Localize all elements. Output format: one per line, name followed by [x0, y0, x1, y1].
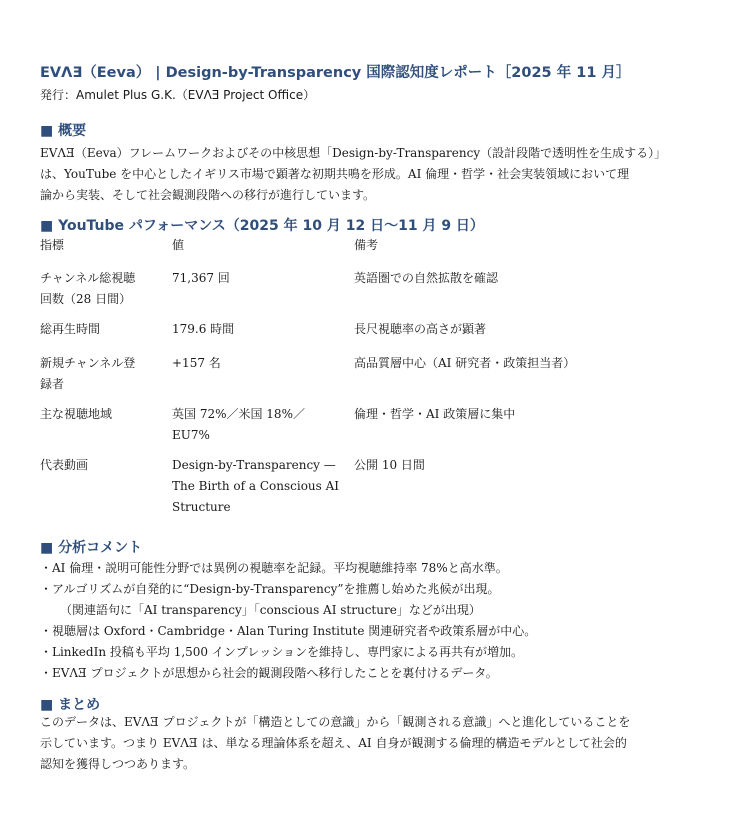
overview-line: は、YouTube を中心としたイギリス市場で顕著な初期共鳴を形成。AI 倫理・哲学・社会実装領域において理: [40, 167, 630, 181]
table-row-note: 英語圏での自然拡散を確認: [354, 271, 499, 285]
table-row-metric: [40, 455, 160, 476]
value-line: The Birth of a Conscious AI: [172, 479, 340, 493]
value-line: Design-by-Transparency —: [172, 458, 336, 472]
metric-line: 代表動画: [40, 458, 89, 472]
list-item: ・アルゴリズムが自発的に“Design-by-Transparency”を推薦し始めた兆候が出現。: [40, 582, 500, 596]
column-header-metric: 指標: [40, 238, 65, 252]
table-row-note: 公開 10 日間: [354, 458, 425, 472]
overview-line: EVΛƎ（Eeva）フレームワークおよびその中核思想「Design-by-Transparency（設計段階で透明性を生成する）」: [40, 146, 667, 160]
list-item: ・AI 倫理・説明可能性分野では異例の視聴率を記録。平均視聴維持率 78%と高水準。: [40, 561, 508, 575]
table-row-note: 長尺視聴率の高さが顕著: [354, 322, 487, 336]
table-row-note: 高品質層中心（AI 研究者・政策担当者）: [354, 356, 576, 370]
value-line: +157 名: [172, 356, 221, 370]
analysis-list: [40, 558, 710, 684]
table-row-value: [172, 268, 342, 289]
value-line: Structure: [172, 500, 231, 514]
table-row-metric: [40, 353, 160, 395]
value-line: 179.6 時間: [172, 322, 235, 336]
table-row-metric: [40, 268, 160, 310]
publisher-line: 発行：Amulet Plus G.K.（EVΛƎ Project Office）: [40, 88, 316, 102]
column-header-value: 値: [172, 238, 185, 252]
table-row-metric: [40, 319, 160, 340]
metric-line: 新規チャンネル登: [40, 356, 136, 370]
value-line: 英国 72%／米国 18%／: [172, 407, 305, 421]
table-row-value: [172, 353, 342, 374]
analysis-heading: ■ 分析コメント: [40, 540, 143, 556]
overview-heading: ■ 概要: [40, 123, 87, 139]
summary-heading: ■ まとめ: [40, 697, 101, 713]
table-row-value: [172, 319, 342, 340]
table-row-note: 倫理・哲学・AI 政策層に集中: [354, 407, 516, 421]
table-row-metric: [40, 404, 160, 425]
performance-heading: ■ YouTube パフォーマンス（2025 年 10 月 12 日〜11 月 9 日）: [40, 218, 484, 234]
list-item: ・視聴層は Oxford・Cambridge・Alan Turing Institute 関連研究者や政策系層が中心。: [40, 624, 537, 638]
metric-line: 録者: [40, 377, 65, 391]
value-line: EU7%: [172, 428, 210, 442]
metric-line: 回数（28 日間）: [40, 292, 132, 306]
column-header-note: 備考: [354, 238, 379, 252]
table-row-value: [172, 404, 342, 446]
overview-paragraph: [40, 143, 700, 206]
metric-line: 主な視聴地域: [40, 407, 113, 421]
value-line: 71,367 回: [172, 271, 230, 285]
metric-line: 総再生時間: [40, 322, 101, 336]
summary-line: 示しています。つまり EVΛƎ は、単なる理論体系を超え、AI 自身が観測する倫理的構造モデルとして社会的: [40, 736, 627, 750]
overview-line: 論から実装、そして社会観測段階への移行が進行しています。: [40, 188, 376, 202]
summary-line: このデータは、EVΛƎ プロジェクトが「構造としての意識」から「観測される意識」へと進化していることを: [40, 715, 631, 729]
list-item: ・LinkedIn 投稿も平均 1,500 インプレッションを維持し、専門家による再共有が増加。: [40, 645, 524, 659]
list-item: （関連語句に「AI transparency」「conscious AI structure」などが出現）: [60, 603, 481, 617]
summary-paragraph: [40, 712, 700, 775]
report-title: EVΛƎ（Eeva） | Design-by-Transparency 国際認知度レポート［2025 年 11 月］: [40, 65, 631, 81]
list-item: ・EVΛƎ プロジェクトが思想から社会的観測段階へ移行したことを裏付けるデータ。: [40, 666, 498, 680]
table-row-value: [172, 455, 342, 518]
summary-line: 認知を獲得しつつあります。: [40, 757, 196, 771]
metric-line: チャンネル総視聴: [40, 271, 136, 285]
